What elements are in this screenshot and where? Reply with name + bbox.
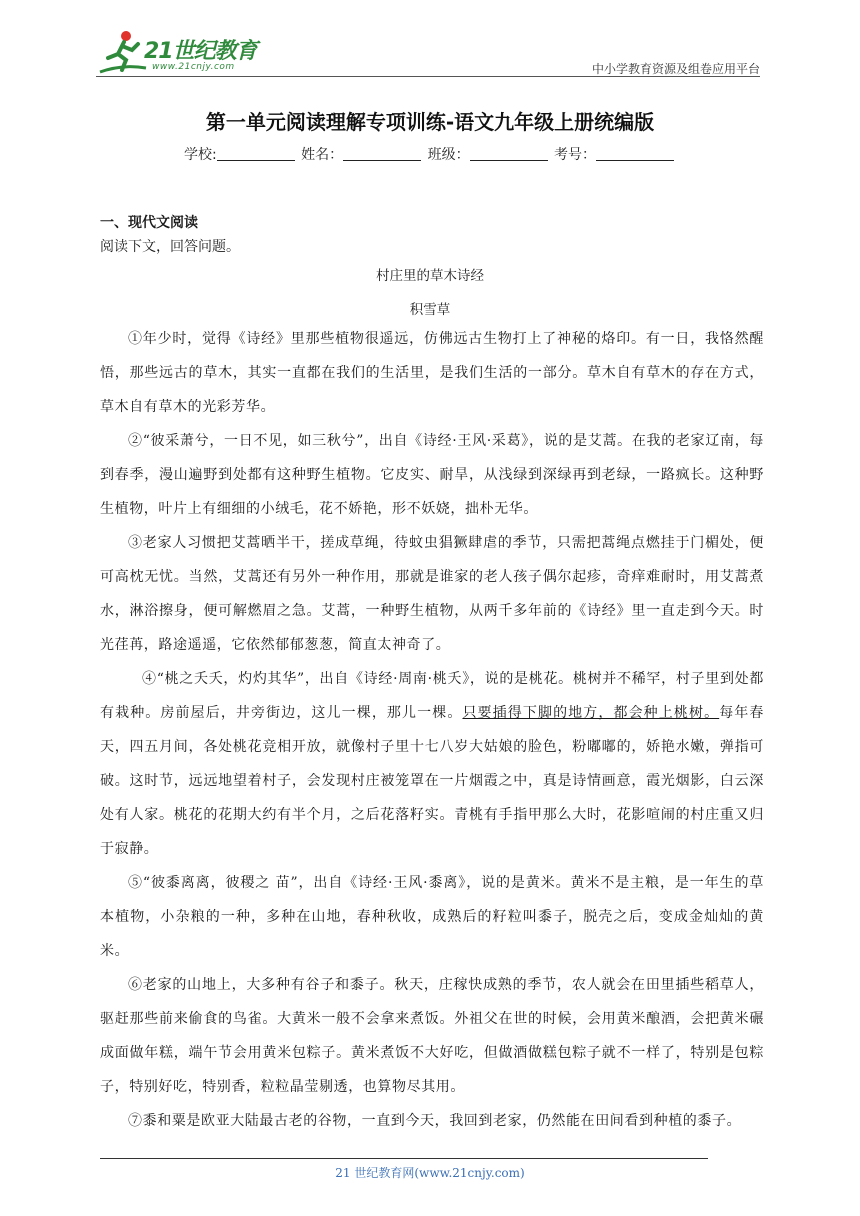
page-footer: 21 世纪教育网(www.21cnjy.com) (335, 1166, 525, 1180)
paragraph-3: ③老家人习惯把艾蒿晒半干，搓成草绳，待蚊虫猖獗肆虐的季节，只需把蒿绳点燃挂于门楣处，便可高枕无忧。当然，艾蒿还有另外一种作用，那就是谁家的老人孩子偶尔起疹，奇痒难耐时，用艾蒿煮水，淋浴擦身，便可解燃眉之急。艾蒿，一种野生植物，从两千多年前的《诗经》里一直走到今天。时光荏苒，路途遥遥，它依然郁郁葱葱，简直太神奇了。 (100, 535, 764, 653)
header-divider (96, 76, 760, 77)
site-logo (96, 28, 266, 78)
logo-main-text: 21世纪教育 (144, 39, 257, 64)
article-author: 积雪草 (409, 302, 451, 318)
platform-name: 中小学教育资源及组卷应用平台 (591, 62, 760, 76)
paragraph-6: ⑥老家的山地上，大多种有谷子和黍子。秋天，庄稼快成熟的季节，农人就会在田里插些稻草人，驱赶那些前来偷食的鸟雀。大黄米一般不会拿来煮饭。外祖父在世的时候，会用黄米酿酒，会把黄米碾成面做年糕，端午节会用黄米包粽子。黄米煮饭不大好吃，但做酒做糕包粽子就不一样了，特别是包粽子，特别好吃，特别香，粒粒晶莹剔透，也算物尽其用。 (100, 977, 764, 1095)
paragraph-4 (100, 662, 764, 866)
article-title: 村庄里的草木诗经 (376, 268, 484, 284)
paragraph-4-text: ④“桃之夭夭，灼灼其华”，出自《诗经·周南·桃夭》，说的是桃花。桃树并不稀罕，村子里到处都有栽种。房前屋后，井旁街边，这儿一棵，那儿一棵。 (100, 671, 764, 721)
school-label: 学校: (183, 147, 217, 163)
underlined-sentence: 只要插得下脚的地方，都会种上桃树。 (462, 705, 720, 721)
paragraph-1: ①年少时，觉得《诗经》里那些植物很遥远，仿佛远古生物打上了神秘的烙印。有一日，我恪然醒悟，那些远古的草木，其实一直都在我们的生活里，是我们生活的一部分。草木自有草木的存在方式，草木自有草木的光彩芳华。 (100, 331, 764, 415)
class-label: 班级： (427, 147, 470, 163)
exam-number-label: 考号： (554, 147, 597, 163)
exam-number-field[interactable] (596, 146, 674, 161)
paragraph-4-continued: 每年春天，四五月间，各处桃花竞相开放，就像村子里十七八岁大姑娘的脸色，粉嘟嘟的，娇艳水嫩，弹指可破。这时节，远远地望着村子，会发现村庄被笼罩在一片烟霞之中，真是诗情画意，霞光烟影，白云深处有人家。桃花的花期大约有半个月，之后花落籽实。青桃有手指甲那么大时，花影喧闹的村庄重又归于寂静。 (100, 705, 764, 857)
section-heading: 一、现代文阅读 (100, 215, 198, 231)
school-field[interactable] (217, 146, 295, 161)
paragraph-7: ⑦黍和粟是欧亚大陆最古老的谷物，一直到今天，我回到老家，仍然能在田间看到种植的黍子。 (128, 1113, 742, 1129)
student-info-line (0, 144, 860, 164)
document-title: 第一单元阅读理解专项训练-语文九年级上册统编版 (205, 110, 655, 134)
name-field[interactable] (343, 146, 421, 161)
runner-logo-icon (96, 28, 148, 78)
class-field[interactable] (470, 146, 548, 161)
footer-divider (100, 1158, 708, 1159)
page-header (96, 28, 760, 78)
name-label: 姓名： (301, 147, 344, 163)
paragraph-2: ②“彼采萧兮，一日不见，如三秋兮”，出自《诗经·王风·采葛》，说的是艾蒿。在我的老家辽南，每到春季，漫山遍野到处都有这种野生植物。它皮实、耐旱，从浅绿到深绿再到老绿，一路疯长。这种野生植物，叶片上有细细的小绒毛，花不娇艳，形不妖娆，拙朴无华。 (100, 433, 764, 517)
paragraph-5: ⑤“彼黍离离，彼稷之 苗”，出自《诗经·王风·黍离》，说的是黄米。黄米不是主粮，是一年生的草本植物，小杂粮的一种，多种在山地，春种秋收，成熟后的籽粒叫黍子，脱壳之后，变成金灿灿的黄米。 (100, 875, 764, 959)
instruction-text: 阅读下文，回答问题。 (100, 239, 240, 255)
logo-url-text: www.21cnjy.com (152, 62, 235, 72)
